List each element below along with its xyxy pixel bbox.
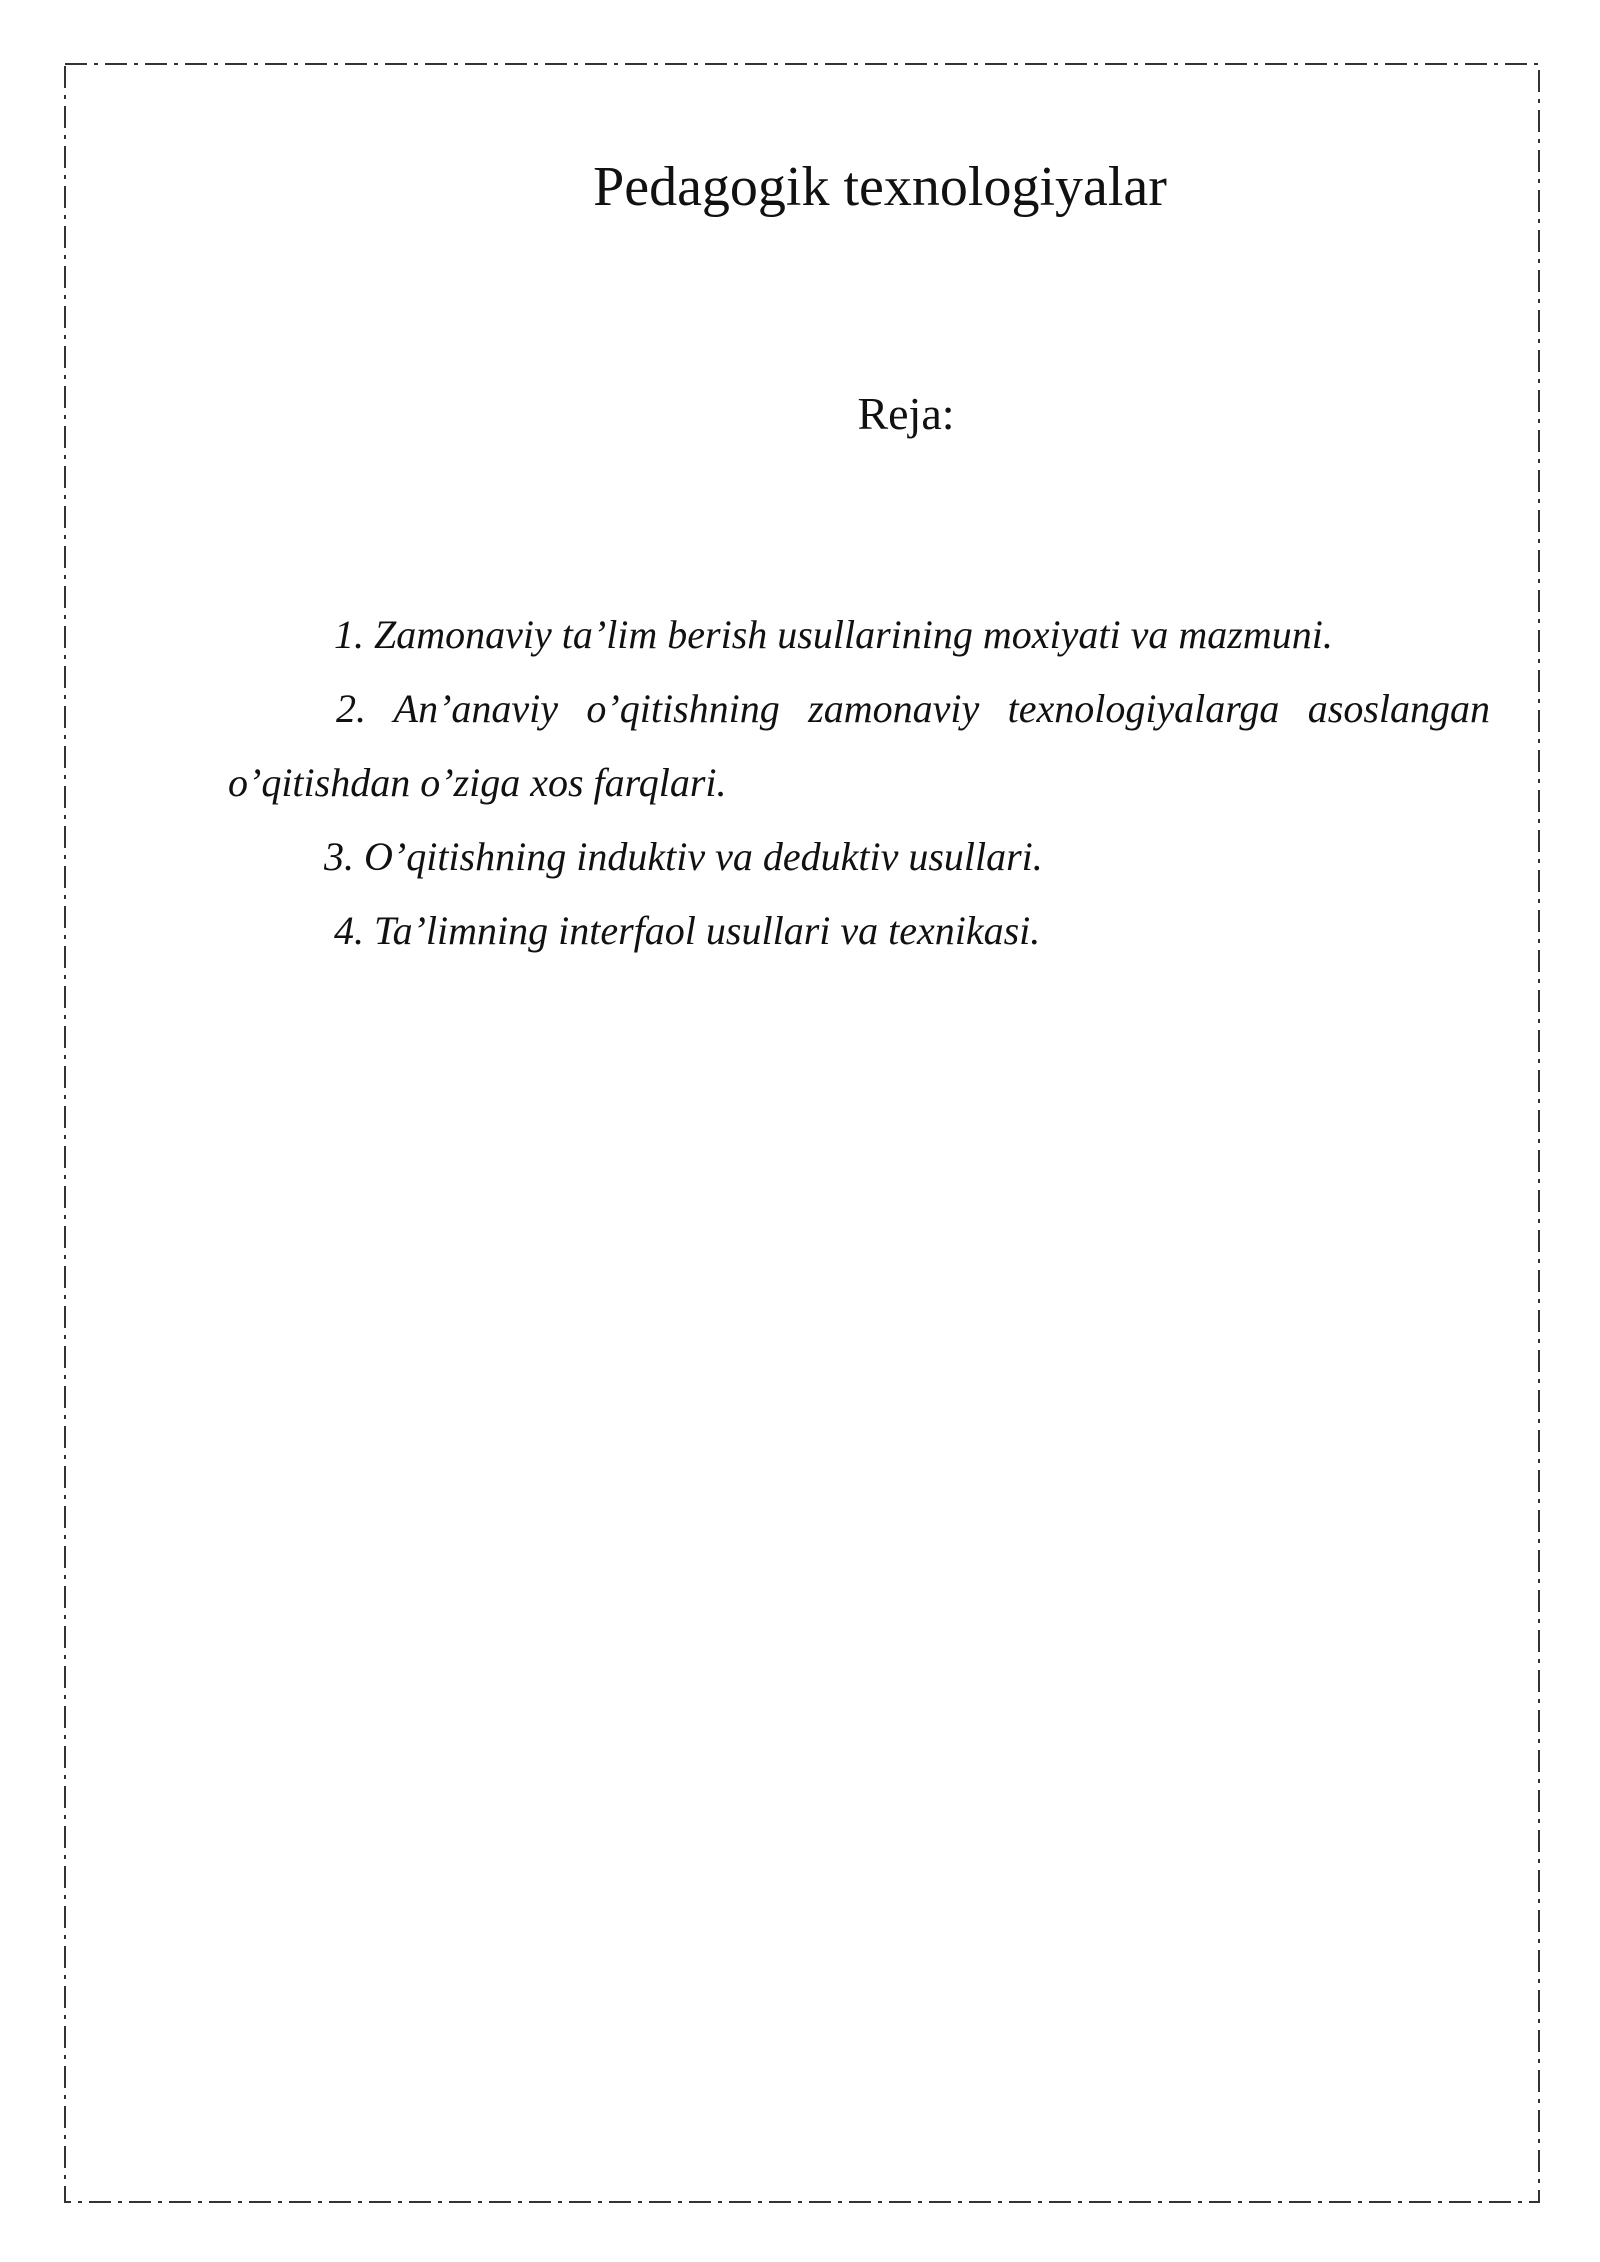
plan-item-4: 4. Ta’limning interfaol usullari va texnikasi. — [334, 908, 1041, 953]
document-title: Pedagogik texnologiyalar — [593, 156, 1167, 218]
plan-heading: Reja: — [857, 388, 955, 439]
plan-item-2: 2. An’anaviy o’qitishning zamonaviy texnologiyalarga asoslangan o’qitishdan o’ziga xos farqlari. — [228, 686, 1490, 805]
plan-item-3: 3. O’qitishning induktiv va deduktiv usullari. — [324, 834, 1043, 879]
plan-item-1: 1. Zamonaviy ta’lim berish usullarining moxiyati va mazmuni. — [334, 612, 1333, 657]
plan-list — [228, 598, 1490, 968]
